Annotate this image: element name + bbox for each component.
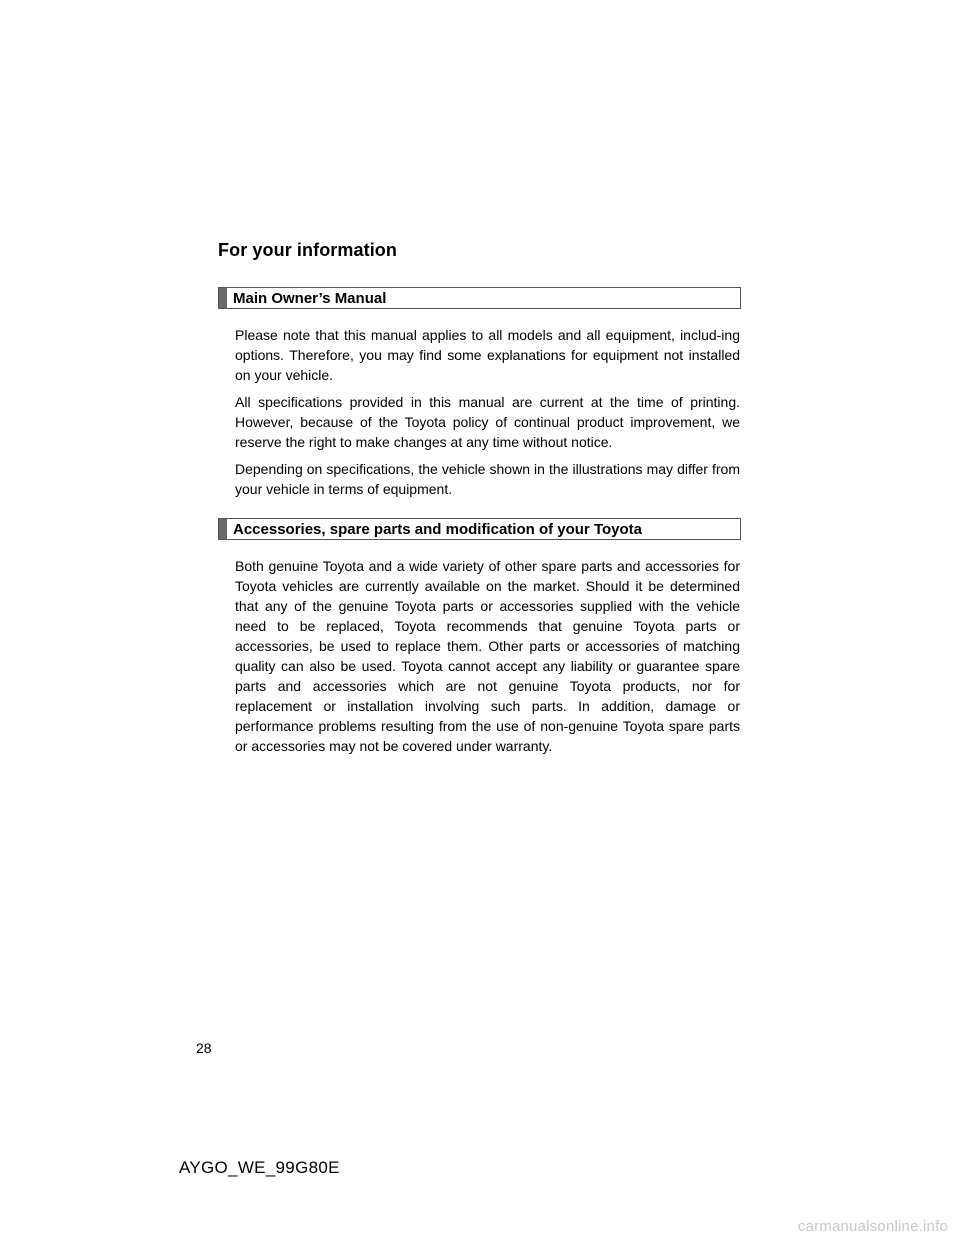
- section-marker: [219, 288, 227, 308]
- paragraph-genuine-parts: Both genuine Toyota and a wide variety of other spare parts and accessories for Toyota vehicles are currently available on the market. Should it be determined that any of the genuine Toyota parts or accessories supplied with the vehicle need to be replaced, Toyota recommends that genuine Toyota parts or accessories, be used to replace them. Other parts or accessories of matching quality can also be used. Toyota cannot accept any liability or guarantee spare parts and accessories which are not genuine Toyota products, nor for replacement or installation involving such parts. In addition, damage or performance problems resulting from the use of non-genuine Toyota spare parts or accessories may not be covered under warranty.: [235, 558, 740, 754]
- watermark-text: carmanualsonline.info: [797, 1218, 948, 1235]
- section-heading-accessories: [218, 518, 741, 540]
- page-number: 28: [196, 1040, 212, 1056]
- paragraph-manual-applies: Please note that this manual applies to all models and all equipment, includ-ing options. Therefore, you may find some explanations for equipment not installed on your vehicle.: [235, 327, 740, 383]
- paragraph-specifications: All specifications provided in this manual are current at the time of printing. However, because of the Toyota policy of continual product improvement, we reserve the right to make changes at any time without notice.: [235, 394, 740, 450]
- page-title: For your information: [218, 240, 397, 260]
- section-heading-main-owners-manual: [218, 287, 741, 309]
- section-heading-label: Main Owner’s Manual: [233, 289, 387, 307]
- section-marker: [219, 519, 227, 539]
- paragraph-illustrations-differ: Depending on specifications, the vehicle shown in the illustrations may differ from your vehicle in terms of equipment.: [235, 461, 740, 497]
- document-code: AYGO_WE_99G80E: [179, 1158, 340, 1177]
- section-heading-label: Accessories, spare parts and modification of your Toyota: [233, 520, 642, 538]
